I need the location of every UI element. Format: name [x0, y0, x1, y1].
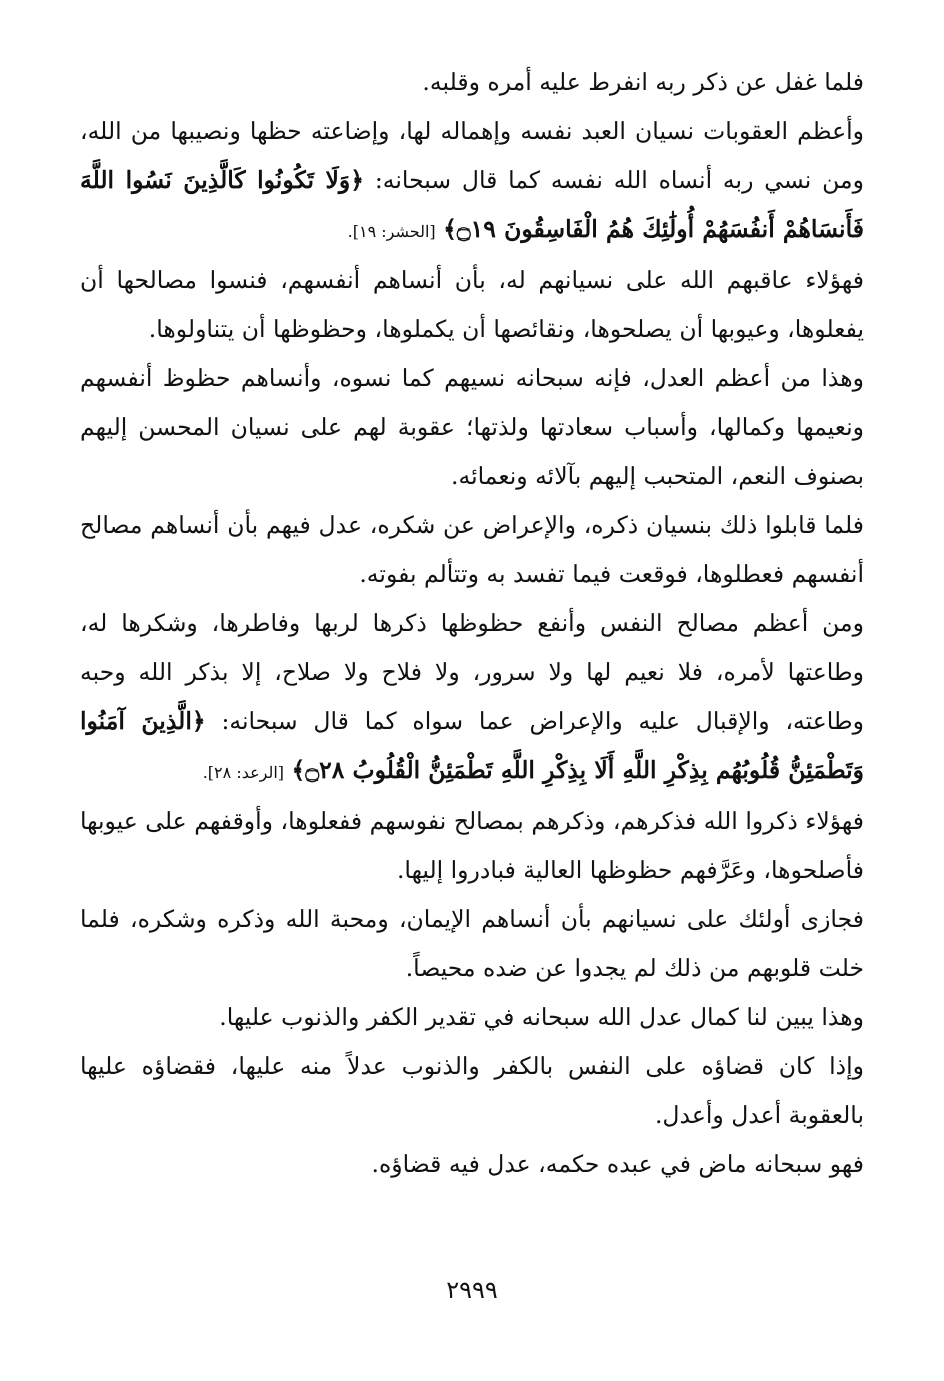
paragraph-text: وإذا كان قضاؤه على النفس بالكفر والذنوب عدلاً منه عليها، فقضاؤه عليها بالعقوبة أعدل وأعدل.: [80, 1052, 864, 1129]
paragraph-text: فهؤلاء ذكروا الله فذكرهم، وذكرهم بمصالح نفوسهم ففعلوها، وأوقفهم على عيوبها فأصلحوها، وعَرَّفهم حظوظها العالية فبادروا إليها.: [80, 807, 864, 884]
verse-citation: [الرعد: ٢٨].: [202, 763, 285, 782]
page-number: ٢٩٩٩: [446, 1276, 498, 1304]
paragraph-text: فلما قابلوا ذلك بنسيان ذكره، والإعراض عن شكره، عدل فيهم بأن أنساهم مصالح أنفسهم فعطلوها، فوقعت فيما تفسد به وتتألم بفوته.: [80, 511, 864, 588]
quran-verse-hashr-19: ﴿وَلَا تَكُونُوا كَالَّذِينَ نَسُوا اللَّهَ فَأَنسَاهُمْ أَنفُسَهُمْ أُولَٰئِكَ هُمُ الْفَاسِقُونَ ۝١٩﴾: [80, 166, 864, 243]
paragraph-text: فلما غفل عن ذكر ربه انفرط عليه أمره وقلبه.: [422, 68, 864, 96]
paragraph-10: [80, 1042, 864, 1140]
paragraph-text: وهذا يبين لنا كمال عدل الله سبحانه في تقدير الكفر والذنوب عليها.: [219, 1003, 864, 1031]
paragraph-4: [80, 354, 864, 501]
paragraph-text: فجازى أولئك على نسيانهم بأن أنساهم الإيمان، ومحبة الله وذكره وشكره، فلما خلت قلوبهم من ذلك لم يجدوا عن ضده محيصاً.: [80, 905, 864, 982]
quran-verse-rad-28: ﴿الَّذِينَ آمَنُوا وَتَطْمَئِنُّ قُلُوبُهُم بِذِكْرِ اللَّهِ أَلَا بِذِكْرِ اللَّهِ تَطْمَئِنُّ الْقُلُوبُ ۝٢٨﴾: [80, 707, 864, 784]
paragraph-3: [80, 256, 864, 354]
paragraph-text: فهؤلاء عاقبهم الله على نسيانهم له، بأن أنساهم أنفسهم، فنسوا مصالحها أن يفعلوها، وعيوبها أن يصلحوها، ونقائصها أن يكملوها، وحظوظها أن يتناولوها.: [80, 266, 864, 343]
paragraph-text: ومن أعظم مصالح النفس وأنفع حظوظها ذكرها لربها وفاطرها، وشكرها له، وطاعتها لأمره، فلا نعيم لها ولا سرور، ولا فلاح ولا صلاح، إلا بذكر الله وحبه وطاعته، والإقبال عليه والإعراض عما سواه كما قال سبحانه:: [80, 609, 864, 735]
paragraph-2: [80, 107, 864, 256]
paragraph-11: [80, 1140, 864, 1189]
paragraph-1: [80, 58, 864, 107]
paragraph-9: [80, 993, 864, 1042]
paragraph-text: فهو سبحانه ماض في عبده حكمه، عدل فيه قضاؤه.: [371, 1150, 864, 1178]
paragraph-6: [80, 599, 864, 797]
page-body: [80, 58, 864, 1189]
paragraph-text: وأعظم العقوبات نسيان العبد نفسه وإهماله لها، وإضاعته حظها ونصيبها من الله، ومن نسي ربه أنساه الله نفسه كما قال سبحانه:: [80, 117, 864, 194]
verse-citation: [الحشر: ١٩].: [347, 222, 436, 241]
paragraph-text: وهذا من أعظم العدل، فإنه سبحانه نسيهم كما نسوه، وأنساهم حظوظ أنفسهم ونعيمها وكمالها، وأسباب سعادتها ولذتها؛ عقوبة لهم على نسيان المحسن إليهم بصنوف النعم، المتحبب إليهم بآلائه ونعمائه.: [80, 364, 864, 490]
paragraph-7: [80, 797, 864, 895]
paragraph-8: [80, 895, 864, 993]
paragraph-5: [80, 501, 864, 599]
